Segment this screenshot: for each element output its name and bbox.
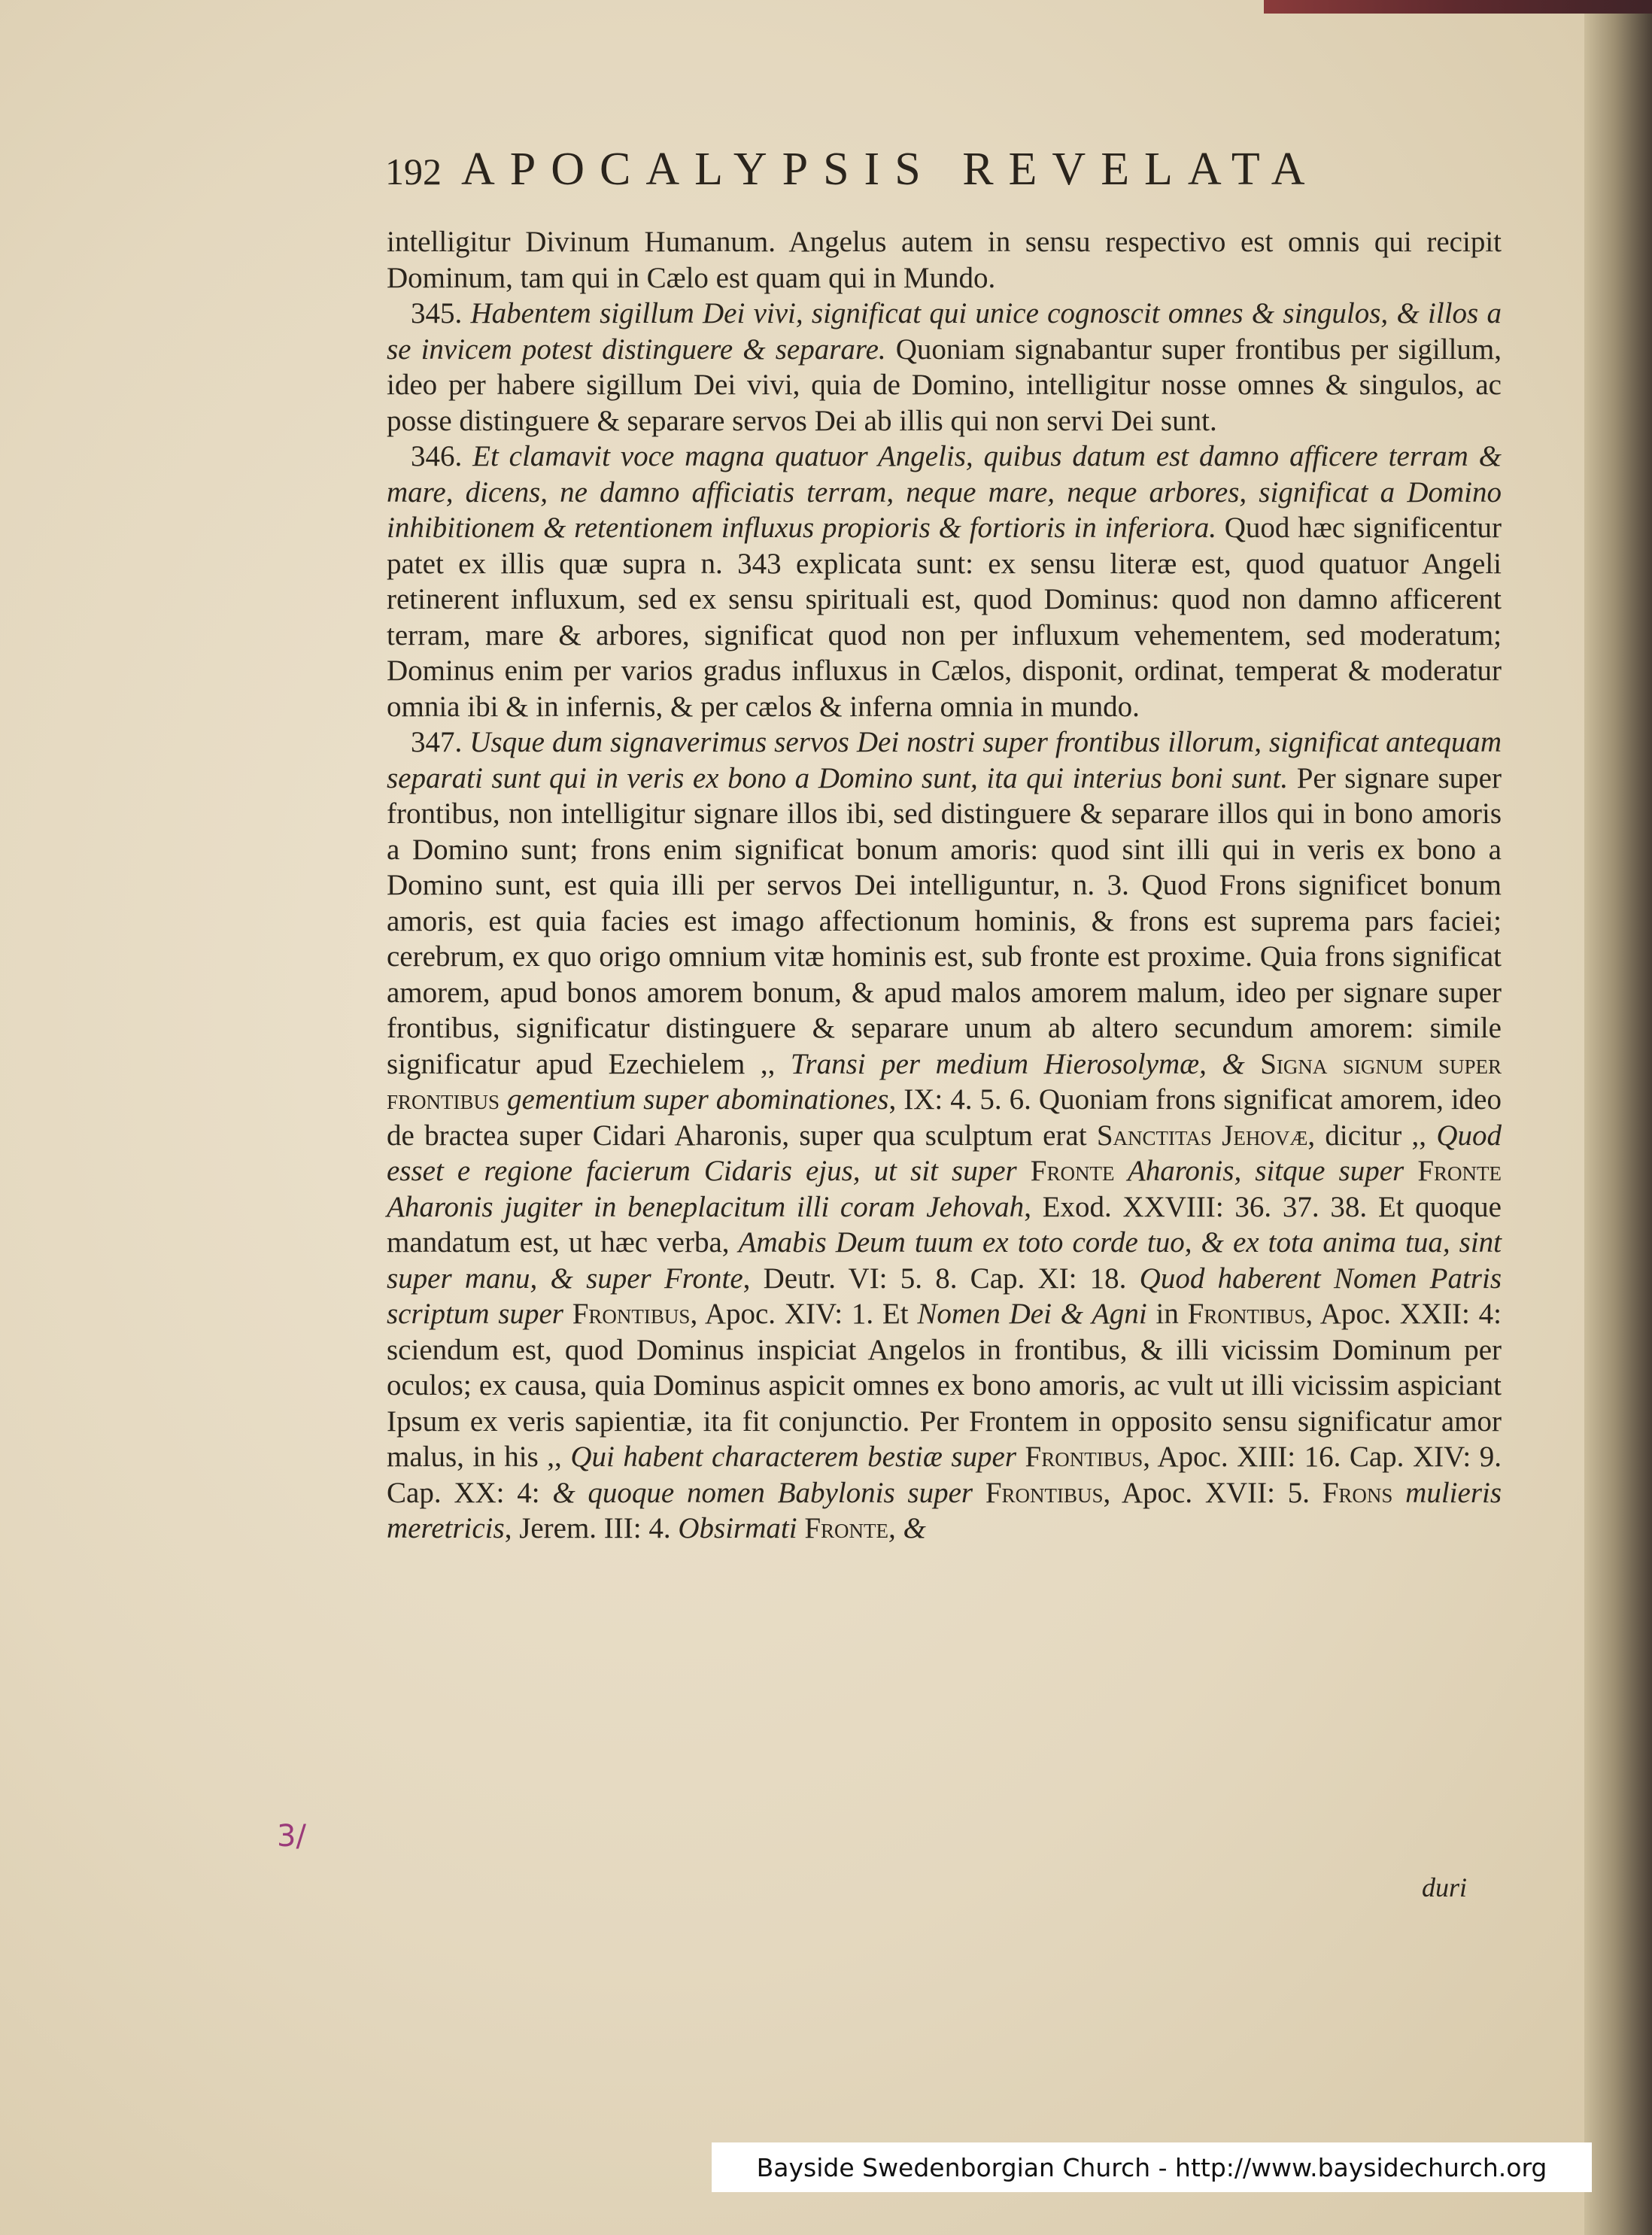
text-segment: , & <box>888 1512 926 1544</box>
text-segment: & quoque nomen Babylonis super <box>552 1476 985 1509</box>
book-binding-shadow <box>1584 0 1652 2235</box>
text-segment: Habentem sigillum Dei vivi, significat qui unice cognoscit omnes & singulos, & illos a se invicem potest distinguere & separare. <box>387 297 1502 366</box>
paragraph-p-345 <box>387 296 1502 439</box>
paragraph-p-continued <box>387 224 1502 296</box>
text-segment: Frontibus <box>1187 1298 1306 1330</box>
text-segment: , Jerem. III: 4. <box>504 1512 679 1544</box>
text-segment: Qui habent characterem bestiæ super <box>570 1441 1025 1473</box>
text-segment: Aharonis jugiter in beneplacitum illi coram Jehovah <box>387 1190 1025 1223</box>
text-segment: Frontibus <box>985 1476 1104 1509</box>
text-segment: , Apoc. XIV: 1. Et <box>690 1298 918 1330</box>
margin-annotation: 3/ <box>277 1819 306 1854</box>
cover-edge <box>1264 0 1652 14</box>
text-segment: Signa signum super frontibus <box>387 1047 1502 1116</box>
text-segment: , dicitur ,, <box>1307 1119 1437 1152</box>
text-segment: Quoniam signabantur super frontibus per sigillum, ideo per habere sigillum Dei vivi, quia de Domino, intelligitur nosse omnes & singulos, ac posse distinguere & separare servos Dei ab illis qui non servi Dei sunt. <box>387 333 1502 437</box>
body-text <box>387 224 1502 1547</box>
text-segment: gementium super abominationes <box>500 1083 889 1116</box>
text-segment: intelligitur Divinum Humanum. Angelus autem in sensu respectivo est omnis qui recipit Dominum, tam qui in Cælo est quam qui in Mundo. <box>387 226 1502 294</box>
page-title: APOCALYPSIS REVELATA <box>461 144 1320 195</box>
text-segment: in <box>1146 1298 1188 1330</box>
text-segment: , Apoc. XXII: 4: sciendum est, quod Dominus inspiciat Angelos in frontibus, & illi vicissim Dominum per oculos; ex causa, quia Dominus aspicit omnes ex bono amoris, ac vult ut illi vicissim aspiciant Ipsum ex veris sapientiæ, ita fit conjunctio. Per Frontem in opposito sensu significatur amor malus, in his ,, <box>387 1298 1502 1473</box>
text-segment: Aharonis, sitque super <box>1114 1155 1418 1187</box>
text-segment: Transi per medium Hierosolymæ, & <box>790 1047 1261 1080</box>
text-segment: Fronte <box>1417 1155 1502 1187</box>
text-segment: 346. <box>411 440 473 472</box>
text-segment: , Apoc. XIII: 16. Cap. XIV: 9. Cap. XX: 4: <box>387 1441 1502 1509</box>
text-segment: Et clamavit voce magna quatuor Angelis, quibus datum est damno afficere terram & mare, dicens, ne damno afficiatis terram, neque mare, neque arbores, significat a Domino inhibitionem & retentionem influxus propioris & fortioris in inferiora. <box>387 440 1502 544</box>
text-segment: , Exod. XXVIII: 36. 37. 38. Et quoque mandatum est, ut hæc verba, <box>387 1190 1502 1259</box>
page-number: 192 <box>385 150 442 193</box>
text-segment: Quod esset e regione facierum Cidaris ejus, ut sit super <box>387 1119 1502 1187</box>
text-segment: Frons <box>1322 1476 1393 1509</box>
text-segment: Obsirmati <box>678 1512 805 1544</box>
text-segment: Quod hæc significentur patet ex illis quæ supra n. 343 explicata sunt: ex sensu literæ est, quod quatuor Angeli retinerent influxum, sed ex sensu spirituali est, quod Dominus: quod non damno afficerent terram, mare & arbores, significat quod non per influxum vehementem, sed moderatum; Dominus enim per varios gradus influxus in Cælos, disponit, ordinat, temperat & moderatur omnia ibi & in infernis, & per cælos & inferna omnia in mundo. <box>387 512 1502 723</box>
text-segment: Amabis Deum tuum ex toto corde tuo, & ex tota anima tua, sint super manu, & super Fronte <box>387 1226 1502 1295</box>
catchword: duri <box>1422 1872 1468 1902</box>
text-segment: Sanctitas Jehovæ <box>1096 1119 1308 1152</box>
text-segment: Per signare super frontibus, non intelligitur signare illos ibi, sed distinguere & separare illos qui in bono amoris a Domino sunt; frons enim significat bonum amoris: quod sint illi qui in veris ex bono a Domino sunt, est quia illi per servos Dei intelliguntur, n. 3. Quod Frons significet bonum amoris, est quia facies est imago affectionum hominis, & frons est suprema pars faciei; cerebrum, ex quo origo omnium vitæ hominis est, sub fronte est proxime. Quia frons significat amorem, apud bonos amorem bonum, & apud malos amorem malum, ideo per signare super frontibus, significatur distinguere & separare unum ab altero secundum amorem: simile significatur apud Ezechielem ,, <box>387 761 1502 1080</box>
watermark-banner <box>712 2142 1592 2192</box>
text-segment: 347. <box>411 726 470 758</box>
text-segment: Fronte <box>1030 1155 1115 1187</box>
text-segment: Frontibus <box>1025 1441 1143 1473</box>
text-segment: Usque dum signaverimus servos Dei nostri super frontibus illorum, significat antequam separati sunt qui in veris ex bono a Domino sunt, ita qui interius boni sunt. <box>387 726 1502 794</box>
text-segment: Frontibus <box>572 1298 691 1330</box>
text-segment: , Apoc. XVII: 5. <box>1103 1476 1323 1509</box>
paragraph-p-347 <box>387 724 1502 1547</box>
text-segment: , Deutr. VI: 5. 8. Cap. XI: 18. <box>742 1262 1140 1295</box>
running-head <box>385 143 1499 211</box>
paragraph-p-346 <box>387 439 1502 724</box>
watermark-text: Bayside Swedenborgian Church - http://www.baysidechurch.org <box>756 2152 1547 2182</box>
text-segment: mulieris meretricis <box>387 1476 1502 1544</box>
text-segment: , IX: 4. 5. 6. Quoniam frons significat amorem, ideo de bractea super Cidari Aharonis, super qua sculptum erat <box>387 1083 1502 1152</box>
text-segment: 345. <box>411 297 471 329</box>
text-segment: Nomen Dei & Agni <box>917 1298 1147 1330</box>
text-segment: Fronte <box>804 1512 888 1544</box>
text-segment: Quod haberent Nomen Patris scriptum super <box>387 1262 1502 1330</box>
